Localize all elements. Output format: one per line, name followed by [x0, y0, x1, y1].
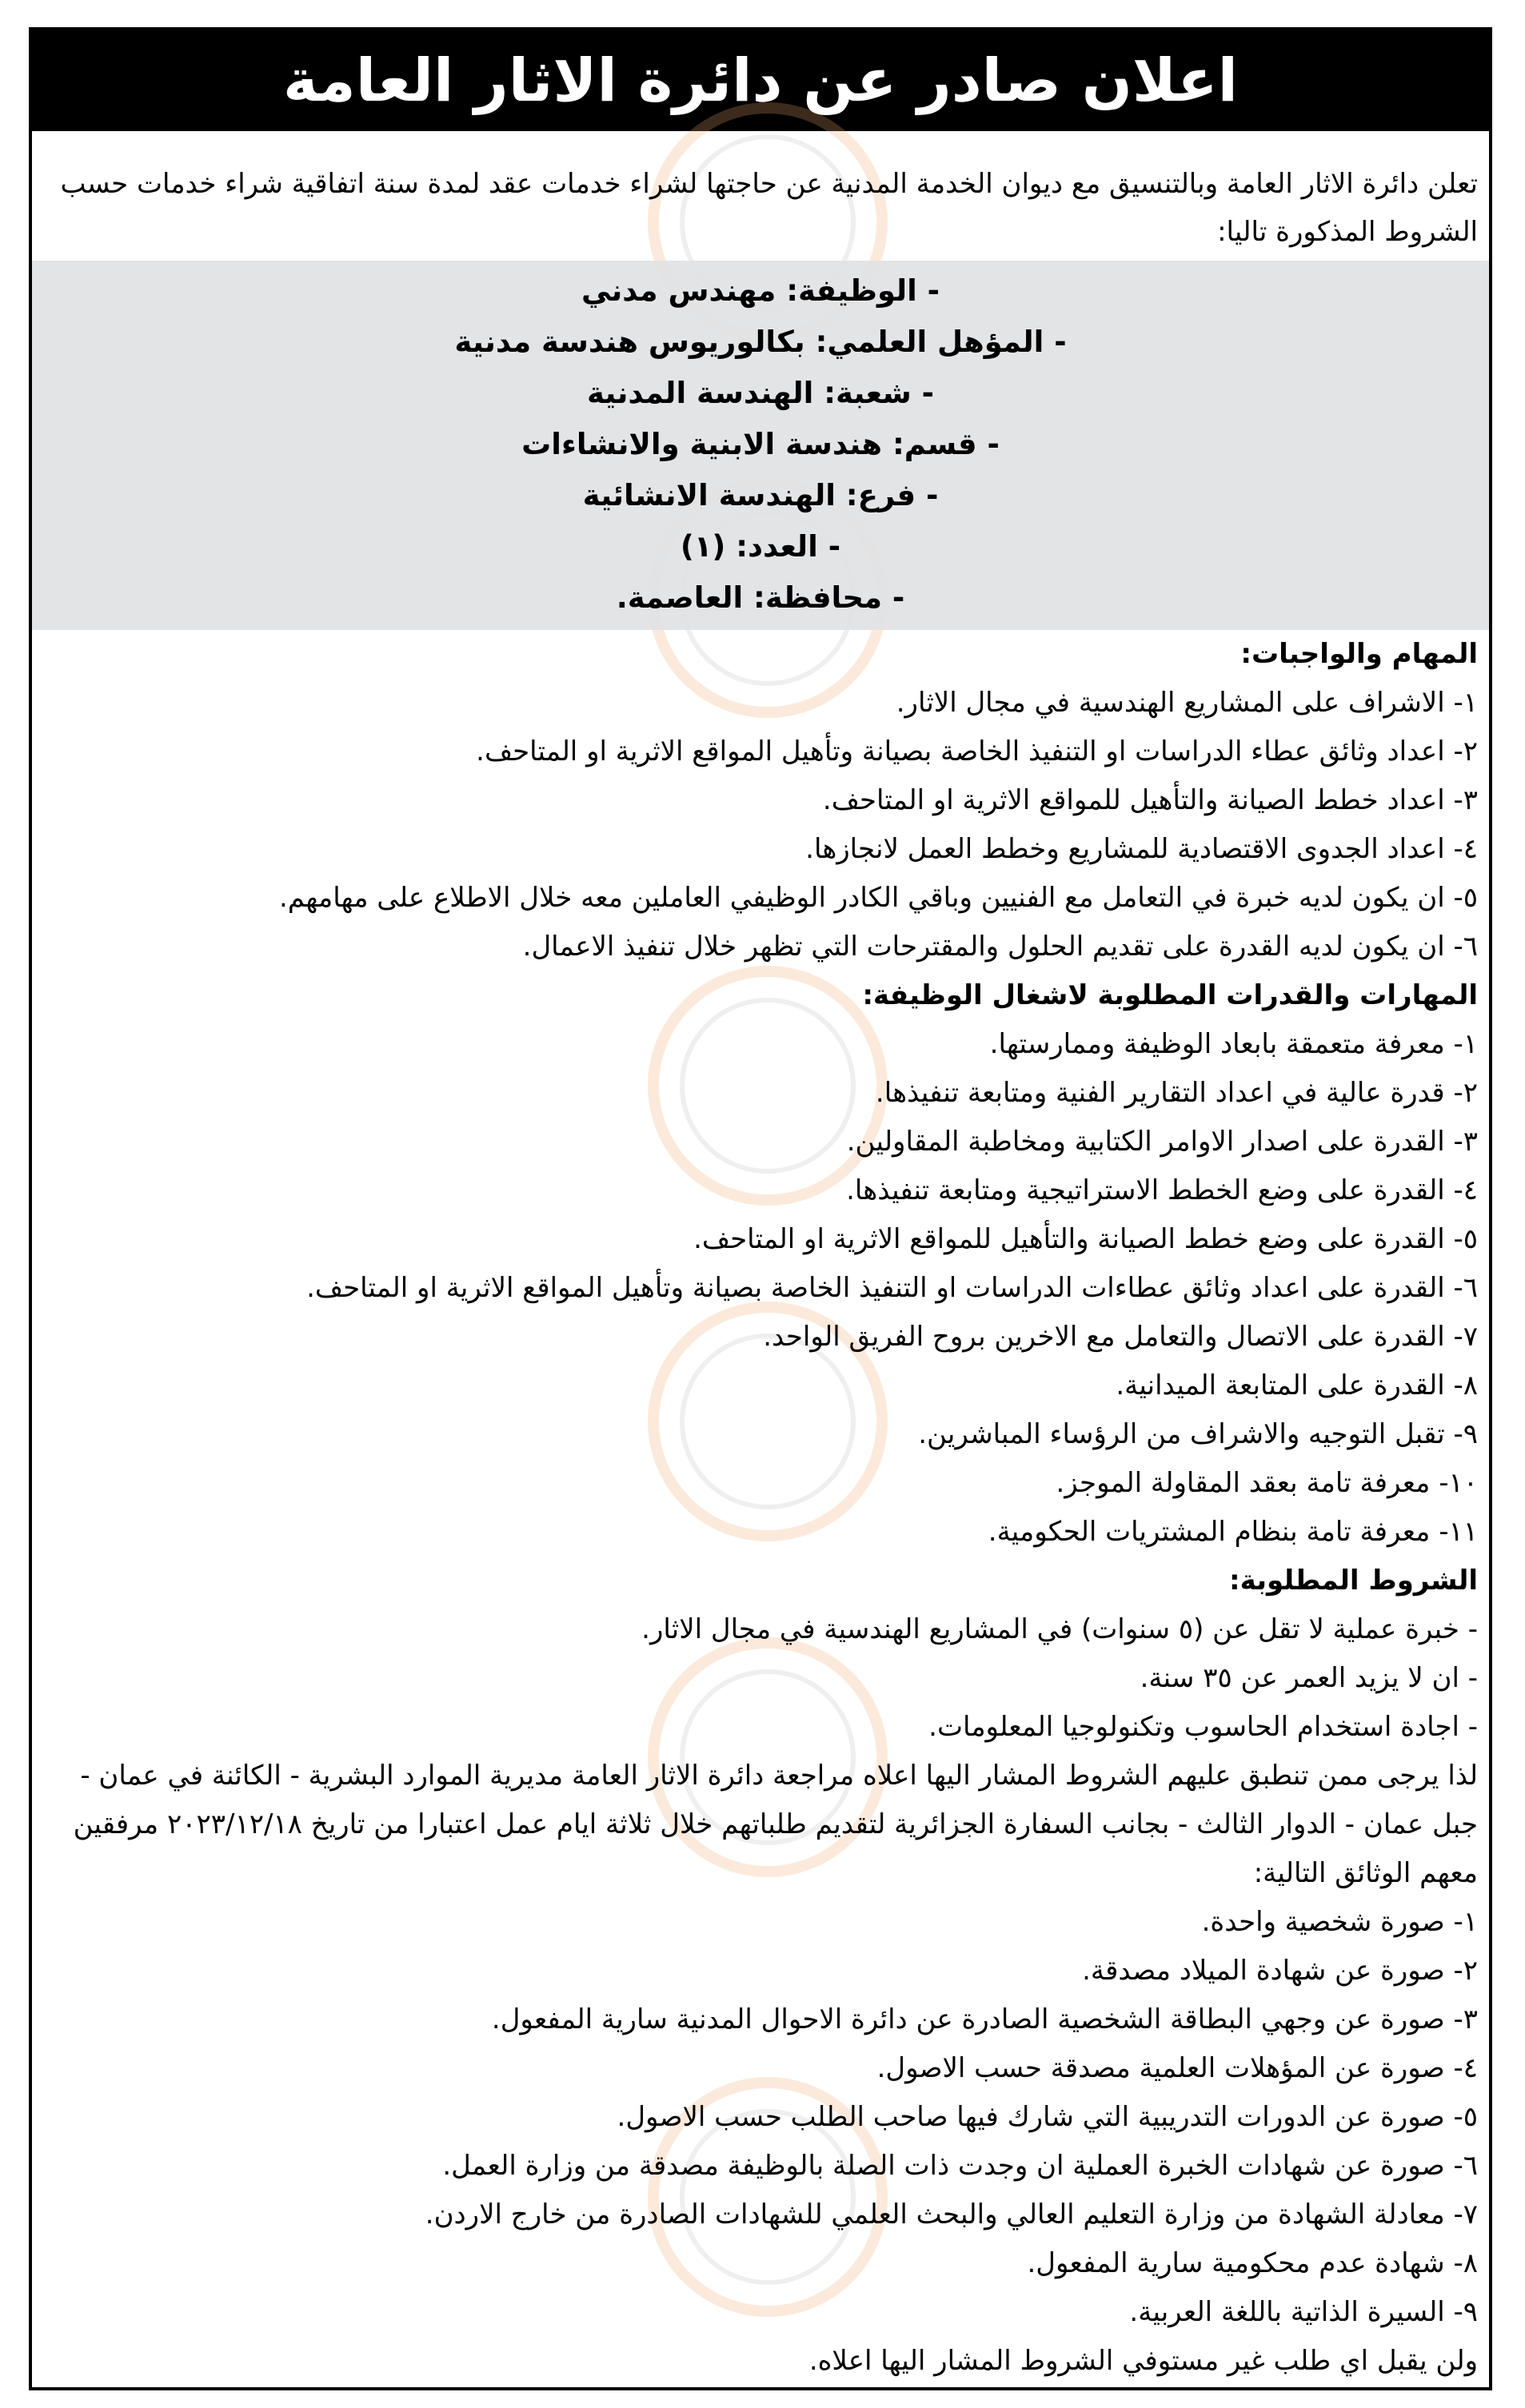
list-item: ٢- قدرة عالية في اعداد التقارير الفنية ومتابعة تنفيذها. [875, 1077, 1478, 1109]
list-item: ٧- القدرة على الاتصال والتعامل مع الاخرين بروح الفريق الواحد. [763, 1321, 1478, 1353]
list-item: - ان لا يزيد العمر عن ٣٥ سنة. [1140, 1662, 1478, 1694]
list-item: ١١- معرفة تامة بنظام المشتريات الحكومية. [988, 1516, 1478, 1548]
instructions-paragraph: لذا يرجى ممن تنطبق عليهم الشروط المشار اليها اعلاه مراجعة دائرة الاثار العامة مديرية الموارد البشرية - الكائنة في عمان - جبل عمان - الدوار الثالث - بجانب السفارة الجزائرية لتقديم طلباتهم خلال ثلاثة ايام عمل اعتبارا من تاريخ ٢٠٢٣/١٢/١٨ مرفقين معهم الوثائق التالية: [73, 1760, 1478, 1889]
announcement [29, 27, 1492, 2390]
detail-branch: - فرع: الهندسة الانشائية [582, 478, 939, 512]
detail-qualification: - المؤهل العلمي: بكالوريوس هندسة مدنية [454, 325, 1067, 359]
document-item: ١- صورة شخصية واحدة. [1201, 1906, 1478, 1938]
document-item: ٤- صورة عن المؤهلات العلمية مصدقة حسب الاصول. [876, 2052, 1478, 2084]
title-bar [32, 30, 1489, 131]
detail-department: - قسم: هندسة الابنية والانشاءات [521, 427, 1000, 461]
list-item: ٨- القدرة على المتابعة الميدانية. [1116, 1369, 1478, 1401]
intro-paragraph: تعلن دائرة الاثار العامة وبالتنسيق مع ديوان الخدمة المدنية عن حاجتها لشراء خدمات عقد لمدة سنة اتفاقية شراء خدمات حسب الشروط المذكورة تاليا: [60, 168, 1478, 248]
closing-note: ولن يقبل اي طلب غير مستوفي الشروط المشار اليها اعلاه. [808, 2345, 1478, 2377]
list-item: ١- الاشراف على المشاريع الهندسية في مجال الاثار. [896, 687, 1478, 719]
document-item: ٦- صورة عن شهادات الخبرة العملية ان وجدت ذات الصلة بالوظيفة مصدقة من وزارة العمل. [442, 2150, 1478, 2182]
announcement-title: اعلان صادر عن دائرة الاثار العامة [283, 46, 1238, 115]
skills-heading: المهارات والقدرات المطلوبة لاشغال الوظيفة: [862, 979, 1478, 1011]
list-item: ٦- ان يكون لديه القدرة على تقديم الحلول والمقترحات التي تظهر خلال تنفيذ الاعمال. [522, 931, 1478, 963]
list-item: ٣- القدرة على اصدار الاوامر الكتابية ومخاطبة المقاولين. [846, 1126, 1478, 1158]
list-item: ٥- ان يكون لديه خبرة في التعامل مع الفنيين وباقي الكادر الوظيفي العاملين معه خلال الاطلاع على مهامهم. [278, 882, 1478, 914]
detail-division: - شعبة: الهندسة المدنية [586, 376, 935, 410]
document-item: ٧- معادلة الشهادة من وزارة التعليم العالي والبحث العلمي للشهادات الصادرة من خارج الاردن. [425, 2199, 1478, 2231]
document-item: ٩- السيرة الذاتية باللغة العربية. [1129, 2296, 1478, 2328]
list-item: ٦- القدرة على اعداد وثائق عطاءات الدراسات او التنفيذ الخاصة بصيانة وتأهيل المواقع الاثرية او المتاحف. [306, 1272, 1478, 1304]
document-item: ٥- صورة عن الدورات التدريبية التي شارك فيها صاحب الطلب حسب الاصول. [617, 2101, 1478, 2133]
list-item: ١- معرفة متعمقة بابعاد الوظيفة وممارستها. [989, 1028, 1478, 1060]
list-item: - خبرة عملية لا تقل عن (٥ سنوات) في المشاريع الهندسية في مجال الاثار. [641, 1613, 1478, 1645]
detail-count: - العدد: (١) [680, 529, 841, 564]
detail-job-title: - الوظيفة: مهندس مدني [581, 273, 940, 308]
list-item: ١٠- معرفة تامة بعقد المقاولة الموجز. [1056, 1467, 1478, 1499]
list-item: ٤- القدرة على وضع الخطط الاستراتيجية ومتابعة تنفيذها. [846, 1174, 1478, 1206]
document-item: ٣- صورة عن وجهي البطاقة الشخصية الصادرة عن دائرة الاحوال المدنية سارية المفعول. [491, 2003, 1478, 2035]
duties-heading: المهام والواجبات: [1240, 638, 1478, 670]
list-item: ٥- القدرة على وضع خطط الصيانة والتأهيل للمواقع الاثرية او المتاحف. [693, 1223, 1478, 1255]
list-item: ٢- اعداد وثائق عطاء الدراسات او التنفيذ الخاصة بصيانة وتأهيل المواقع الاثرية او المتاحف. [476, 736, 1478, 767]
announcement-body [32, 131, 1489, 2386]
document-item: ٨- شهادة عدم محكومية سارية المفعول. [1027, 2247, 1478, 2279]
list-item: ٩- تقبل التوجيه والاشراف من الرؤساء المباشرين. [918, 1418, 1478, 1450]
job-details-box [32, 261, 1489, 630]
conditions-heading: الشروط المطلوبة: [1229, 1565, 1478, 1597]
document-item: ٢- صورة عن شهادة الميلاد مصدقة. [1082, 1955, 1478, 1987]
detail-governorate: - محافظة: العاصمة. [616, 580, 905, 615]
list-item: ٣- اعداد خطط الصيانة والتأهيل للمواقع الاثرية او المتاحف. [822, 784, 1478, 816]
list-item: - اجادة استخدام الحاسوب وتكنولوجيا المعلومات. [928, 1711, 1478, 1743]
list-item: ٤- اعداد الجدوى الاقتصادية للمشاريع وخطط العمل لانجازها. [805, 833, 1478, 865]
